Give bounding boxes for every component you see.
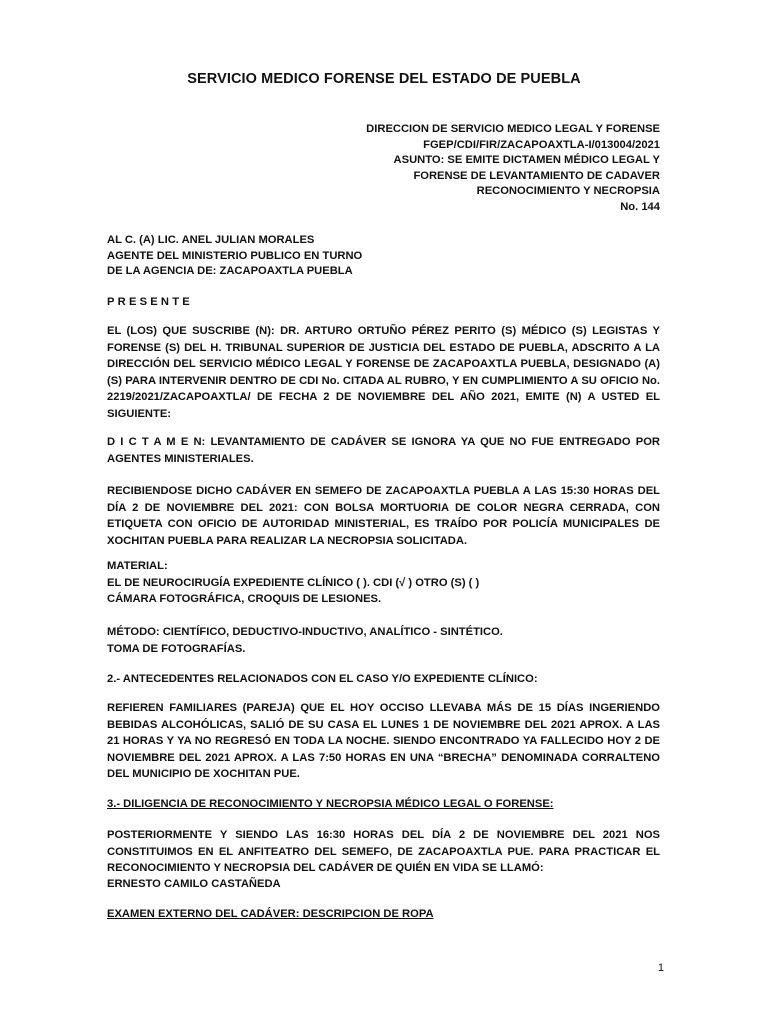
document-title: SERVICIO MEDICO FORENSE DEL ESTADO DE PUEBLA — [187, 71, 581, 87]
section2-heading: 2.- ANTECEDENTES RELACIONADOS CON EL CASO Y/O EXPEDIENTE CLÍNICO: — [107, 673, 538, 685]
external-exam-heading: EXAMEN EXTERNO DEL CADÁVER: DESCRIPCION DE ROPA — [107, 908, 434, 920]
address-line: DE LA AGENCIA DE: ZACAPOAXTLA PUEBLA — [107, 265, 353, 278]
intro-paragraph: EL (LOS) QUE SUSCRIBE (N): DR. ARTURO ORTUÑO PÉREZ PERITO (S) MÉDICO (S) LEGISTAS Y FORENSE (S) DEL H. TRIBUNAL SUPERIOR DE JUSTICIA DEL ESTADO DE PUEBLA, ADSCRITO A LA DIRECCIÓN DEL SERVICIO MÉDICO LEGAL Y FORENSE DE ZACAPOAXTLA PUEBLA, DESIGNADO (A) (S) PARA INTERVENIR DENTRO DE CDI No. CITADA AL RUBRO, Y EN CUMPLIMIENTO A SU OFICIO No. 2219/2021/ZACAPOAXTLA/ DE FECHA 2 DE NOVIEMBRE DEL AÑO 2021, EMITE (N) A USTED EL SIGUIENTE: — [107, 325, 660, 420]
header-line: FGEP/CDI/FIR/ZACAPOAXTLA-I/013004/2021 — [423, 138, 660, 151]
method-line: MÉTODO: CIENTÍFICO, DEDUCTIVO-INDUCTIVO, ANALÍTICO - SINTÉTICO. — [107, 626, 503, 638]
method-section — [107, 624, 660, 657]
page-number: 1 — [657, 962, 664, 974]
section3-paragraph: POSTERIORMENTE Y SIENDO LAS 16:30 HORAS DEL DÍA 2 DE NOVIEMBRE DEL 2021 NOS CONSTITUIMOS EN EL ANFITEATRO DEL SEMEFO, DE ZACAPOAXTLA PUE. PARA PRACTICAR EL RECONOCIMIENTO Y NECROPSIA DEL CADÁVER DE QUIÉN EN VIDA SE LLAMÓ: — [107, 829, 660, 874]
method-line: TOMA DE FOTOGRAFÍAS. — [107, 642, 246, 655]
header-line: DIRECCION DE SERVICIO MEDICO LEGAL Y FORENSE — [366, 123, 660, 135]
address-line: AGENTE DEL MINISTERIO PUBLICO EN TURNO — [107, 249, 363, 262]
address-block — [107, 233, 362, 280]
section2-paragraph: REFIEREN FAMILIARES (PAREJA) QUE EL HOY OCCISO LLEVABA MÁS DE 15 DÍAS INGERIENDO BEBIDAS ALCOHÓLICAS, SALIÓ DE SU CASA EL LUNES 1 DE NOVIEMBRE DEL 2021 APROX. A LAS 21 HORAS Y YA NO REGRESÓ EN TODA LA NOCHE. SIENDO ENCONTRADO YA FALLECIDO HOY 2 DE NOVIEMBRE DEL 2021 APROX. A LAS 7:50 HORAS EN UNA “BRECHA” DENOMINADA CORRALTENO DEL MUNICIPIO DE XOCHITAN PUE. — [107, 702, 660, 780]
header-line: RECONOCIMIENTO Y NECROPSIA — [476, 185, 660, 198]
header-block — [366, 122, 660, 216]
deceased-name: ERNESTO CAMILO CASTAÑEDA — [107, 878, 281, 890]
header-line: ASUNTO: SE EMITE DICTAMEN MÉDICO LEGAL Y — [393, 154, 660, 167]
dictamen-paragraph: D I C T A M E N: LEVANTAMIENTO DE CADÁVER SE IGNORA YA QUE NO FUE ENTREGADO POR AGENTES MINISTERIALES. — [107, 436, 660, 465]
header-line: FORENSE DE LEVANTAMIENTO DE CADAVER — [413, 169, 660, 182]
material-line: CÁMARA FOTOGRÁFICA, CROQUIS DE LESIONES. — [107, 593, 382, 605]
section3-heading: 3.- DILIGENCIA DE RECONOCIMIENTO Y NECROPSIA MÉDICO LEGAL O FORENSE: — [107, 798, 554, 810]
address-line: AL C. (A) LIC. ANEL JULIAN MORALES — [107, 234, 315, 246]
material-line: EL DE NEUROCIRUGÍA EXPEDIENTE CLÍNICO ( ). CDI (√ ) OTRO (S) ( ) — [107, 576, 480, 589]
reception-paragraph: RECIBIENDOSE DICHO CADÁVER EN SEMEFO DE ZACAPOAXTLA PUEBLA A LAS 15:30 HORAS DEL DÍA 2 DE NOVIEMBRE DEL 2021: CON BOLSA MORTUORIA DE COLOR NEGRA CERRADA, CON ETIQUETA CON OFICIO DE AUTORIDAD MINISTERIAL, ES TRAÍDO POR POLICÍA MUNICIPALES DE XOCHITAN PUEBLA PARA REALIZAR LA NECROPSIA SOLICITADA. — [107, 485, 660, 547]
material-section — [107, 558, 660, 608]
header-line: No. 144 — [620, 200, 660, 213]
salutation: PRESENTE — [107, 296, 193, 308]
material-line: MATERIAL: — [107, 560, 168, 572]
